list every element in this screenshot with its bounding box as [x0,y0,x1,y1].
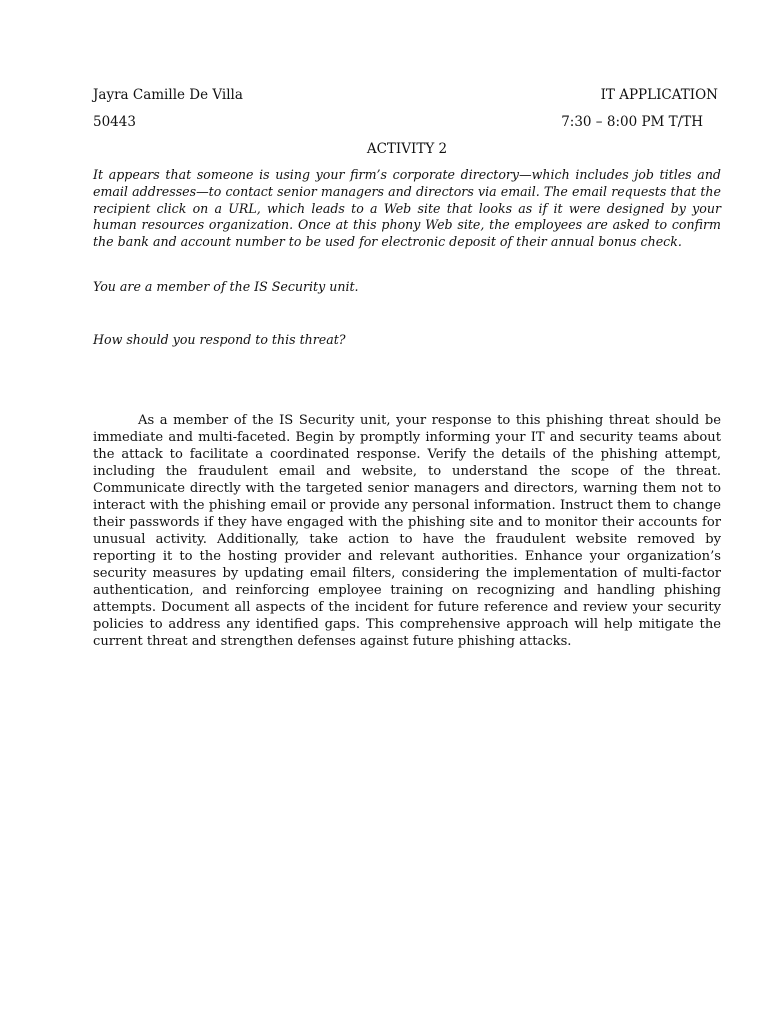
document-title: ACTIVITY 2 [366,141,448,157]
course-name: IT APPLICATION [600,87,718,103]
class-schedule: 7:30 – 8:00 PM T/TH [561,114,703,130]
answer-paragraph: As a member of the IS Security unit, your response to this phishing threat should be immediate and multi-faceted. Begin by promptly informing your IT and security teams about the attack to facilitate a coordinated response. Verify the details of the phishing attempt, including the fraudulent email and website, to understand the scope of the threat. Communicate directly with the targeted senior managers and directors, warning them not to interact with the phishing email or provide any personal information. Instruct them to change their passwords if they have engaged with the phishing site and to monitor their accounts for unusual activity. Additionally, take action to have the fraudulent website removed by reporting it to the hosting provider and relevant authorities. Enhance your organization’s security measures by updating email filters, considering the implementation of multi-factor authentication, and reinforcing employee training on recognizing and handling phishing attempts. Document all aspects of the incident for future reference and review your security policies to address any identified gaps. This comprehensive approach will help mitigate the current threat and strengthen defenses against future phishing attacks. [93,413,721,649]
prompt-role-statement: You are a member of the IS Security unit. [93,279,359,294]
student-id: 50443 [93,114,136,130]
prompt-question: How should you respond to this threat? [93,332,346,347]
prompt-paragraph: It appears that someone is using your firm’s corporate directory—which includes job titles and email addresses—to contact senior managers and directors via email. The email requests that the recipient click on a URL, which leads to a Web site that looks as if it were designed by your human resources organization. Once at this phony Web site, the employees are asked to confirm the bank and account number to be used for electronic deposit of their annual bonus check. [93,167,721,250]
student-name: Jayra Camille De Villa [93,87,243,103]
